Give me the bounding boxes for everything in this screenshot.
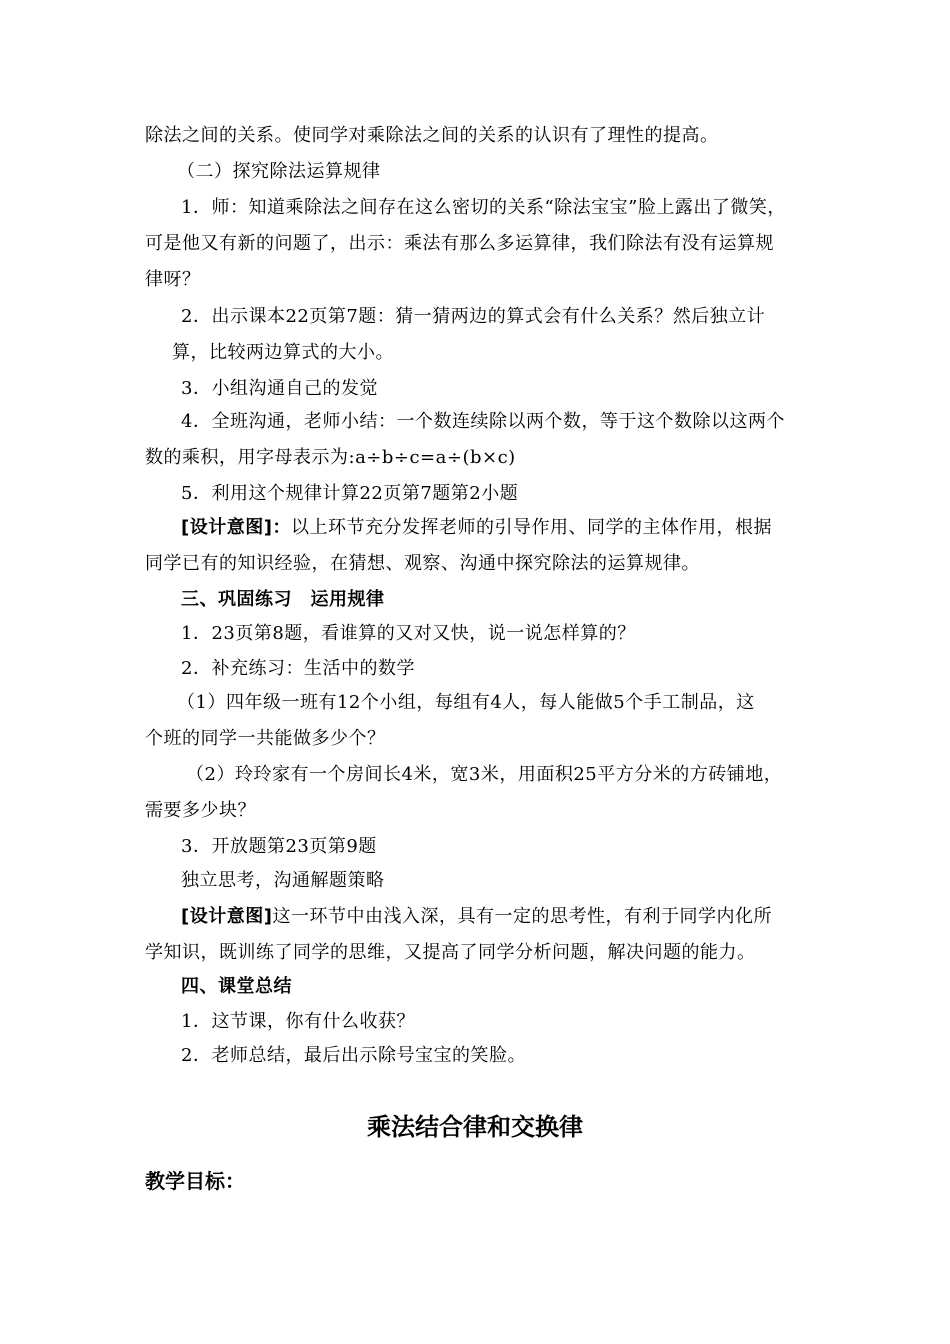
design-intent-text: 以上环节充分发挥老师的引导作用、同学的主体作用，根据 xyxy=(290,517,772,538)
paragraph-line: 需要多少块？ xyxy=(145,800,256,821)
design-intent-label: [设计意图] xyxy=(181,906,273,927)
paragraph-line: 独立思考，沟通解题策略 xyxy=(181,870,385,891)
paragraph-line: 2．补充练习：生活中的数学 xyxy=(181,658,415,679)
paragraph-line: （2）玲玲家有一个房间长4米，宽3米，用面积25平方分米的方砖铺地， xyxy=(186,764,783,785)
design-intent-label: [设计意图]： xyxy=(181,517,291,538)
paragraph-line: 可是他又有新的问题了，出示：乘法有那么多运算律，我们除法有没有运算规 xyxy=(145,233,774,254)
paragraph-line: 3．开放题第23页第9题 xyxy=(181,836,377,857)
design-intent-line xyxy=(181,906,772,928)
paragraph-line: 2．老师总结，最后出示除号宝宝的笑脸。 xyxy=(181,1045,526,1066)
section-subheading: （二）探究除法运算规律 xyxy=(177,161,381,182)
paragraph-line: 3．小组沟通自己的发觉 xyxy=(181,378,378,399)
paragraph-line: 个班的同学一共能做多少个？ xyxy=(145,728,386,749)
paragraph-line: 数的乘积，用字母表示为:a÷b÷c=a÷(b×c) xyxy=(145,447,516,468)
paragraph-line: 1．师：知道乘除法之间存在这么密切的关系“除法宝宝”脸上露出了微笑， xyxy=(181,197,786,218)
design-intent-text: 这一环节中由浅入深，具有一定的思考性，有利于同学内化所 xyxy=(272,906,772,927)
paragraph-line: 4．全班沟通，老师小结：一个数连续除以两个数，等于这个数除以这两个 xyxy=(181,411,785,432)
paragraph-line: 除法之间的关系。使同学对乘除法之间的关系的认识有了理性的提高。 xyxy=(145,125,719,146)
paragraph-line: 5．利用这个规律计算22页第7题第2小题 xyxy=(181,483,519,504)
paragraph-line: 1．23页第8题，看谁算的又对又快，说一说怎样算的？ xyxy=(181,623,636,644)
design-intent-line xyxy=(181,517,772,539)
paragraph-line: 算，比较两边算式的大小。 xyxy=(172,342,394,363)
paragraph-line: 2．出示课本22页第7题：猜一猜两边的算式会有什么关系？然后独立计 xyxy=(181,306,766,327)
paragraph-line: 同学已有的知识经验，在猜想、观察、沟通中探究除法的运算规律。 xyxy=(145,553,700,574)
lesson-title: 乘法结合律和交换律 xyxy=(367,1113,583,1141)
paragraph-line: 律呀？ xyxy=(145,269,201,290)
section-heading: 四、课堂总结 xyxy=(181,976,292,997)
paragraph-line: 1．这节课，你有什么收获？ xyxy=(181,1011,415,1032)
section-heading: 三、巩固练习 运用规律 xyxy=(181,589,385,610)
paragraph-line: 学知识，既训练了同学的思维，又提高了同学分析问题，解决问题的能力。 xyxy=(145,942,756,963)
paragraph-line: （1）四年级一班有12个小组，每组有4人，每人能做5个手工制品，这 xyxy=(177,692,755,713)
objective-heading: 教学目标： xyxy=(145,1169,245,1193)
